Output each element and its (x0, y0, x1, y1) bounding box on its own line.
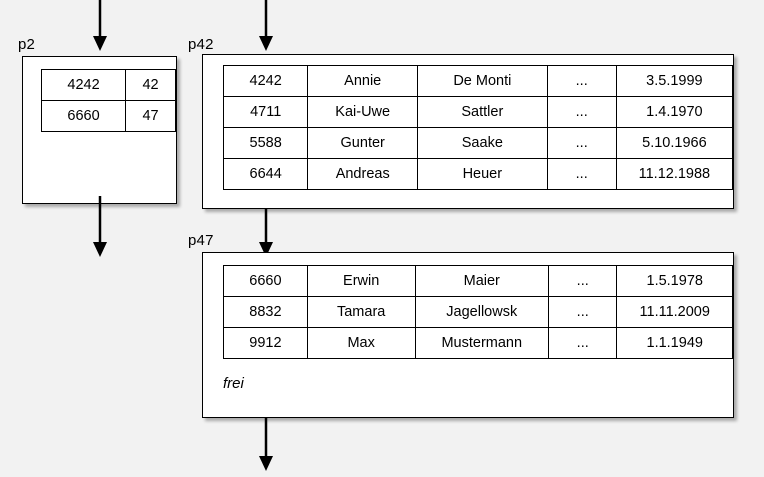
arrow-out-of-p47 (254, 418, 278, 472)
cell-date: 3.5.1999 (616, 66, 732, 97)
table-row (42, 101, 176, 132)
cell-id: 6644 (224, 159, 308, 190)
free-space-label: frei (223, 375, 244, 392)
cell-lastname: De Monti (418, 66, 548, 97)
node-label-p2: p2 (18, 36, 36, 53)
cell-firstname: Kai-Uwe (308, 97, 418, 128)
data-table-p47 (223, 265, 733, 359)
cell-ellipsis: ... (547, 97, 616, 128)
table-row (224, 328, 733, 359)
index-pointer: 47 (126, 101, 176, 132)
cell-ellipsis: ... (547, 159, 616, 190)
cell-ellipsis: ... (548, 266, 617, 297)
index-key: 6660 (42, 101, 126, 132)
cell-date: 1.4.1970 (616, 97, 732, 128)
arrow-out-of-p2 (88, 196, 112, 258)
table-row (224, 66, 733, 97)
table-row (42, 70, 176, 101)
data-table-p42 (223, 65, 733, 190)
node-label-p42: p42 (188, 36, 214, 53)
cell-firstname: Max (307, 328, 415, 359)
cell-lastname: Saake (418, 128, 548, 159)
data-block-p47 (202, 252, 734, 418)
cell-id: 9912 (224, 328, 308, 359)
index-pointer: 42 (126, 70, 176, 101)
node-label-p47: p47 (188, 232, 214, 249)
index-table-p2 (41, 69, 176, 132)
cell-firstname: Tamara (307, 297, 415, 328)
cell-ellipsis: ... (548, 328, 617, 359)
cell-id: 5588 (224, 128, 308, 159)
cell-ellipsis: ... (547, 66, 616, 97)
table-row (224, 97, 733, 128)
cell-id: 4711 (224, 97, 308, 128)
arrow-p42-to-p47 (254, 208, 278, 258)
cell-firstname: Erwin (307, 266, 415, 297)
cell-date: 1.5.1978 (617, 266, 733, 297)
data-block-p42 (202, 54, 734, 209)
cell-date: 11.12.1988 (616, 159, 732, 190)
cell-ellipsis: ... (547, 128, 616, 159)
cell-ellipsis: ... (548, 297, 617, 328)
cell-lastname: Jagellowsk (415, 297, 548, 328)
table-row (224, 297, 733, 328)
cell-date: 11.11.2009 (617, 297, 733, 328)
cell-firstname: Andreas (308, 159, 418, 190)
index-key: 4242 (42, 70, 126, 101)
cell-id: 6660 (224, 266, 308, 297)
cell-id: 8832 (224, 297, 308, 328)
cell-lastname: Heuer (418, 159, 548, 190)
cell-lastname: Maier (415, 266, 548, 297)
cell-date: 1.1.1949 (617, 328, 733, 359)
cell-lastname: Sattler (418, 97, 548, 128)
cell-lastname: Mustermann (415, 328, 548, 359)
cell-date: 5.10.1966 (616, 128, 732, 159)
table-row (224, 128, 733, 159)
cell-id: 4242 (224, 66, 308, 97)
arrow-into-p42 (254, 0, 278, 52)
cell-firstname: Gunter (308, 128, 418, 159)
table-row (224, 266, 733, 297)
arrow-into-p2 (88, 0, 112, 52)
table-row (224, 159, 733, 190)
cell-firstname: Annie (308, 66, 418, 97)
index-block-p2 (22, 56, 177, 204)
